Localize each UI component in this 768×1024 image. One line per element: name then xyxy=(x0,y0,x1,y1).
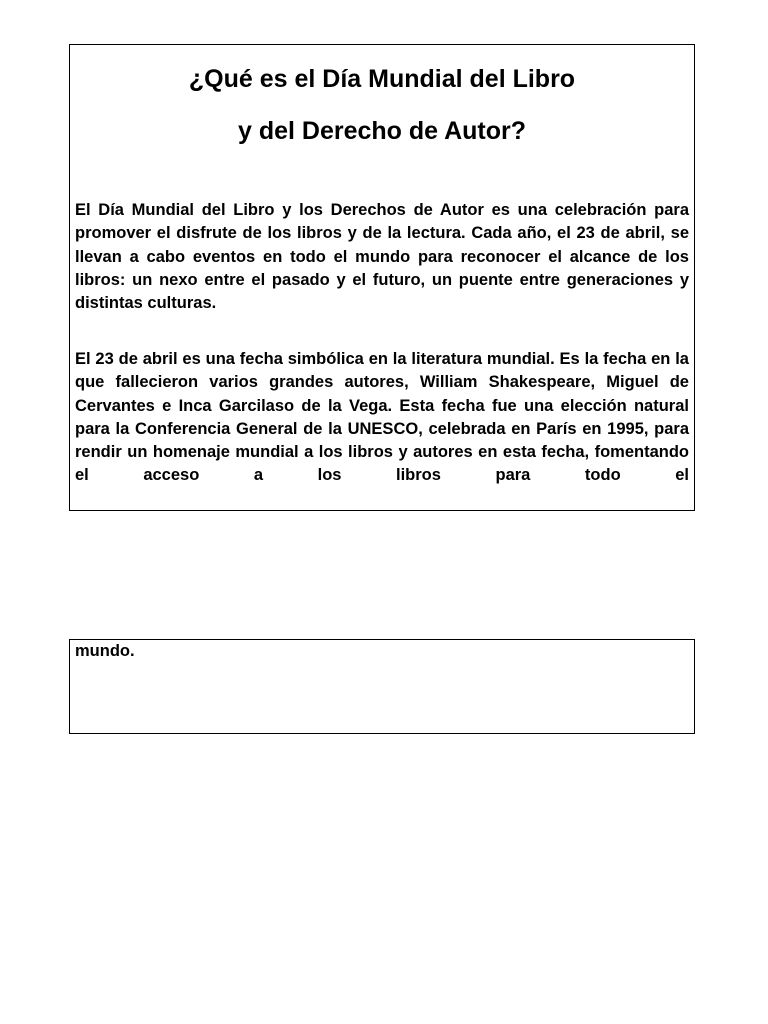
paragraph-intro: El Día Mundial del Libro y los Derechos de Autor es una celebración para promover el disfrute de los libros y de la lectura. Cada año, el 23 de abril, se llevan a cabo eventos en todo el mundo para reconocer el alcance de los libros: un nexo entre el pasado y el futuro, un puente entre generaciones y distintas culturas. xyxy=(75,201,689,313)
paragraph-april-23: El 23 de abril es una fecha simbólica en la literatura mundial. Es la fecha en la que fallecieron varios grandes autores, William Shakespeare, Miguel de Cervantes e Inca Garcilaso de la Vega. Esta fecha fue una elección natural para la Conferencia General de la UNESCO, celebrada en París en 1995, para rendir un homenaje mundial a los libros y autores en esta fecha, fomentando el acceso a los libros para todo el xyxy=(75,350,689,485)
page-title-line-2: y del Derecho de Autor? xyxy=(237,117,526,145)
page-title-line-1: ¿Qué es el Día Mundial del Libro xyxy=(188,65,576,93)
text-box-continued xyxy=(69,639,695,734)
paragraph-continuation: mundo. xyxy=(75,642,135,660)
text-box-main xyxy=(69,44,695,511)
